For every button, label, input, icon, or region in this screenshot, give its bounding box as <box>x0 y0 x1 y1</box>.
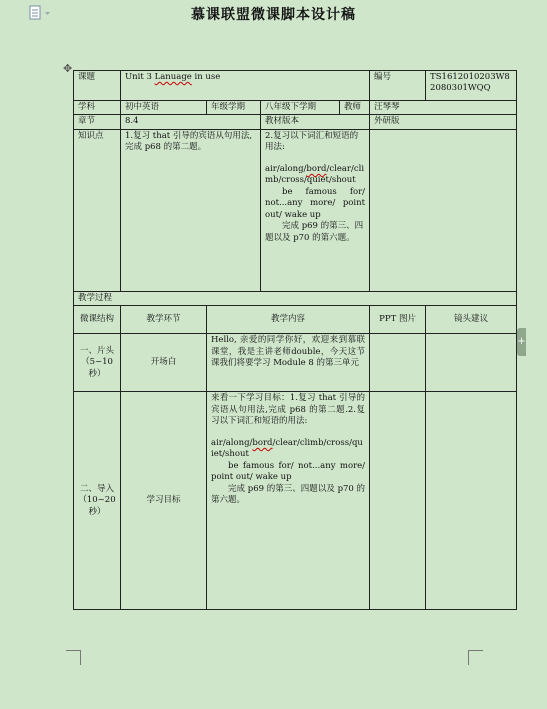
label-edition: 教材版本 <box>261 115 370 129</box>
content-cell[interactable]: 来看一下学习目标：1.复习 that 引导的宾语从句用法,完成 p68 的第二题.2.复习以下词汇和短语的用法: air/along/bord/clear/climb/cross/quiet/shout be famous for/ not...any more/ point out/ wake up 完成 p69 的第三、四题以及 p70 的第六题。 <box>207 392 370 610</box>
semester-cell[interactable]: 八年级下学期 <box>261 101 340 115</box>
header-stage: 教学环节 <box>121 306 207 334</box>
knowledge-point-1[interactable]: 1.复习 that 引导的宾语从句用法,完成 p68 的第二题。 <box>121 129 261 291</box>
camera-cell[interactable] <box>426 334 517 392</box>
label-topic: 课题 <box>74 71 121 101</box>
label-knowledge: 知识点 <box>74 129 121 291</box>
page-corner-mark-right <box>468 650 483 665</box>
process-label: 教学过程 <box>74 291 517 305</box>
header-content: 教学内容 <box>207 306 370 334</box>
process-row <box>74 291 517 305</box>
chapter-row <box>74 115 517 129</box>
label-subject: 学科 <box>74 101 121 115</box>
header-structure: 微课结构 <box>74 306 121 334</box>
topic-cell[interactable]: Unit 3 Lanuage in use <box>121 71 370 101</box>
knowledge-empty-cell[interactable] <box>370 129 517 291</box>
structure-cell[interactable]: 一、片头（5~10秒） <box>74 334 121 392</box>
camera-cell[interactable] <box>426 392 517 610</box>
expand-side-tab[interactable] <box>517 328 526 356</box>
process-header-row <box>74 306 517 334</box>
topic-row <box>74 71 517 101</box>
subject-row <box>74 101 517 115</box>
label-chapter: 章节 <box>74 115 121 129</box>
stage-cell[interactable]: 开场白 <box>121 334 207 392</box>
subject-cell[interactable]: 初中英语 <box>121 101 207 115</box>
header-ppt: PPT 图片 <box>370 306 426 334</box>
header-camera: 镜头建议 <box>426 306 517 334</box>
code-cell[interactable]: TS1612010203W82080301WQQ <box>426 71 517 101</box>
structure-cell[interactable]: 二、导入（10~20秒） <box>74 392 121 610</box>
knowledge-row <box>74 129 517 291</box>
stage-cell[interactable]: 学习目标 <box>121 392 207 610</box>
ppt-cell[interactable] <box>370 392 426 610</box>
label-code: 编号 <box>370 71 426 101</box>
table-row <box>74 334 517 392</box>
script-table <box>73 70 516 610</box>
teacher-cell[interactable]: 汪琴琴 <box>370 101 517 115</box>
edition-cell[interactable]: 外研版 <box>370 115 517 129</box>
table-move-handle-icon[interactable]: ✥ <box>63 62 73 75</box>
knowledge-point-2[interactable]: 2.复习以下词汇和短语的用法: air/along/bord/clear/climb/cross/quiet/shout be famous for/ not...any more/ point out/ wake up 完成 p69 的第三、四题以及 p70 的第六题。 <box>261 129 370 291</box>
ppt-cell[interactable] <box>370 334 426 392</box>
label-semester: 年级学期 <box>207 101 261 115</box>
label-teacher: 教师 <box>340 101 370 115</box>
table-row <box>74 392 517 610</box>
chapter-cell[interactable]: 8.4 <box>121 115 261 129</box>
content-cell[interactable]: Hello, 亲爱的同学你好，欢迎来到慕联课堂，我是主讲老师double，今天这节课我们将要学习 Module 8 的第三单元 <box>207 334 370 392</box>
document-title: 慕课联盟微课脚本设计稿 <box>191 7 356 23</box>
page-corner-mark-left <box>66 650 81 665</box>
plus-icon: + <box>517 336 526 347</box>
